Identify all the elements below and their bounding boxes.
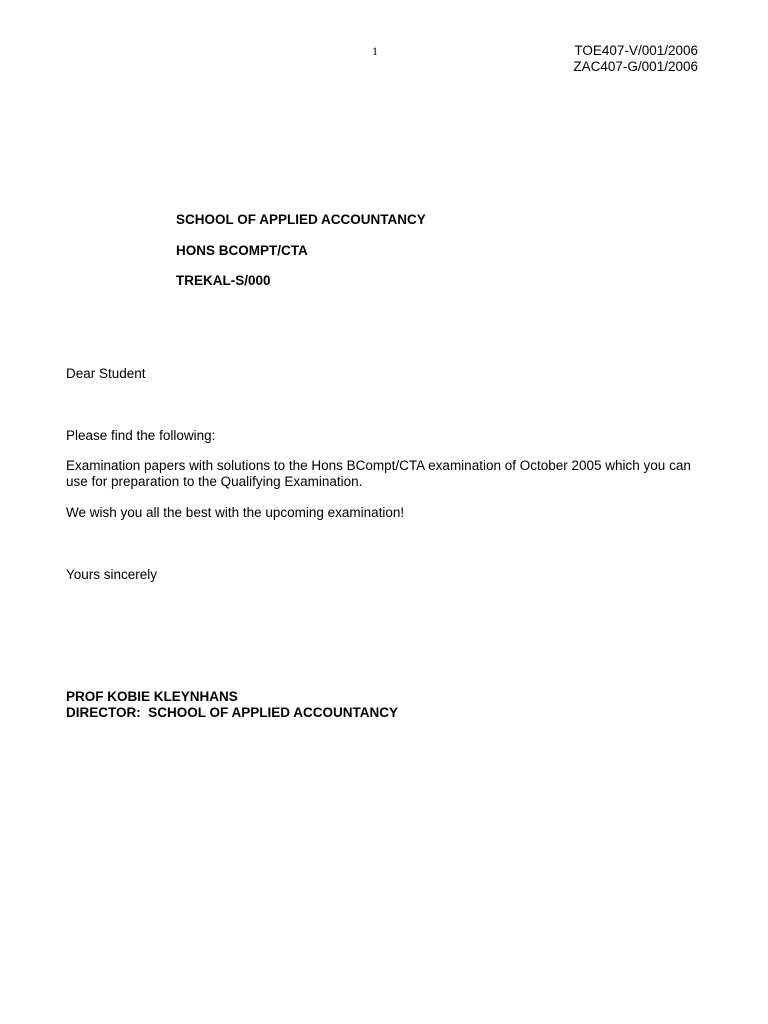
reference-heading: TREKAL-S/000: [176, 273, 271, 288]
body-paragraph: Examination papers with solutions to the Hons BCompt/CTA examination of October 2005 which you can use for preparation to the Qualifying Examination.: [66, 458, 691, 489]
page-number: 1: [372, 44, 378, 58]
closing-line: Yours sincerely: [66, 567, 158, 582]
signatory-title: DIRECTOR: SCHOOL OF APPLIED ACCOUNTANCY: [66, 705, 399, 720]
school-heading: SCHOOL OF APPLIED ACCOUNTANCY: [176, 212, 426, 227]
programme-heading: HONS BCOMPT/CTA: [176, 243, 308, 258]
wish-line: We wish you all the best with the upcoming examination!: [66, 505, 405, 520]
intro-line: Please find the following:: [66, 428, 216, 443]
document-code: TOE407-V/001/2006: [574, 43, 698, 58]
salutation: Dear Student: [66, 366, 146, 381]
signatory-name: PROF KOBIE KLEYNHANS: [66, 689, 238, 704]
document-code: ZAC407-G/001/2006: [573, 59, 698, 74]
document-codes: [540, 43, 698, 75]
